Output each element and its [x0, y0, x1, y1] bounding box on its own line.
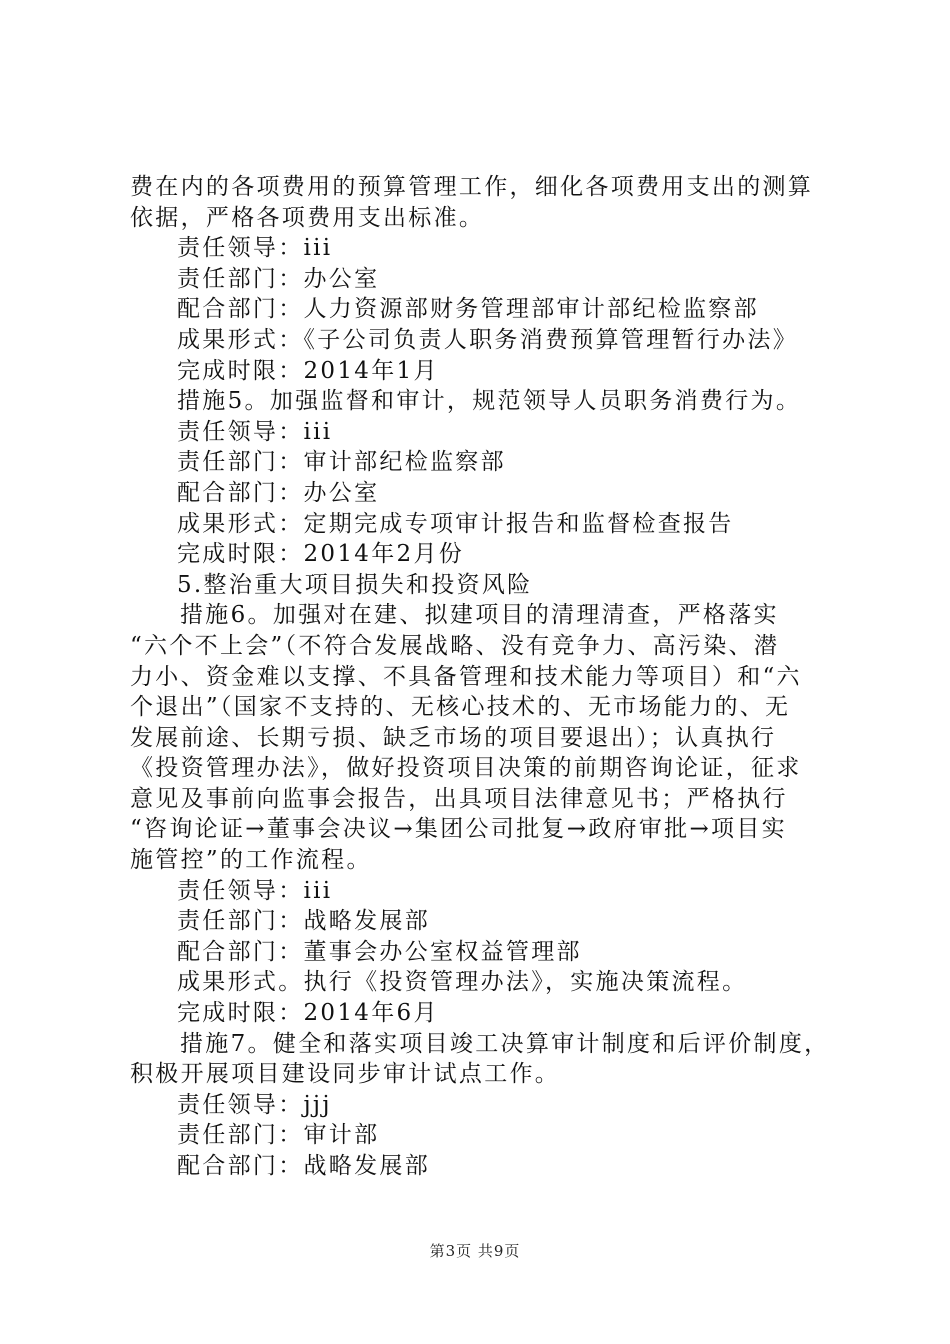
- text-line: 措施7。健全和落实项目竣工决算审计制度和后评价制度，: [180, 1030, 830, 1057]
- text-line: 责任部门：办公室: [177, 265, 380, 292]
- text-line: 配合部门：办公室: [177, 479, 380, 506]
- text-line: 依据，严格各项费用支出标准。: [130, 204, 485, 231]
- text-line: 配合部门：董事会办公室权益管理部: [177, 938, 582, 965]
- text-line: “六个不上会”（不符合发展战略、没有竞争力、高污染、潜: [130, 632, 780, 659]
- text-line: 措施5。加强监督和审计，规范领导人员职务消费行为。: [177, 388, 802, 415]
- text-line: 责任领导：iii: [177, 418, 333, 445]
- text-line: 费在内的各项费用的预算管理工作，细化各项费用支出的测算: [130, 174, 814, 200]
- text-line: 完成时限：2014年1月: [177, 357, 439, 384]
- text-line: 成果形式：《子公司负责人职务消费预算管理暂行办法》: [177, 326, 798, 353]
- text-line: 施管控”的工作流程。: [130, 847, 372, 874]
- text-line: 责任领导：jjj: [177, 1091, 332, 1118]
- text-line: 意见及事前向监事会报告，出具项目法律意见书；严格执行: [130, 785, 788, 812]
- text-line: 责任领导：iii: [177, 235, 333, 262]
- text-line: 完成时限：2014年6月: [177, 1000, 439, 1027]
- text-line: 配合部门：人力资源部财务管理部审计部纪检监察部: [177, 296, 759, 323]
- text-line: 责任部门：战略发展部: [177, 908, 430, 935]
- text-line: 积极开展项目建设同步审计试点工作。: [130, 1061, 561, 1088]
- text-line: 配合部门：战略发展部: [177, 1153, 430, 1179]
- text-line: 责任部门：审计部: [177, 1122, 380, 1149]
- text-line: 成果形式：定期完成专项审计报告和监督检查报告: [177, 510, 734, 537]
- text-line: 完成时限：2014年2月份: [177, 541, 465, 568]
- text-line: 成果形式。执行《投资管理办法》，实施决策流程。: [177, 969, 748, 996]
- text-line: 5.整治重大项目损失和投资风险: [177, 571, 533, 598]
- text-line: “咨询论证→董事会决议→集团公司批复→政府审批→项目实: [130, 816, 787, 843]
- text-line: 力小、资金难以支撑、不具备管理和技术能力等项目）和“六: [130, 663, 802, 690]
- page-footer: 第3页 共9页: [429, 1242, 521, 1260]
- text-line: 发展前途、长期亏损、缺乏市场的项目要退出）；认真执行: [130, 724, 777, 751]
- document-body: [130, 172, 835, 1182]
- text-line: 措施6。加强对在建、拟建项目的清理清查，严格落实: [180, 602, 779, 629]
- text-line: 责任部门：审计部纪检监察部: [177, 449, 506, 476]
- text-line: 《投资管理办法》，做好投资项目决策的前期咨询论证，征求: [130, 755, 802, 782]
- text-line: 责任领导：iii: [177, 877, 333, 904]
- text-line: 个退出”（国家不支持的、无核心技术的、无市场能力的、无: [130, 694, 791, 721]
